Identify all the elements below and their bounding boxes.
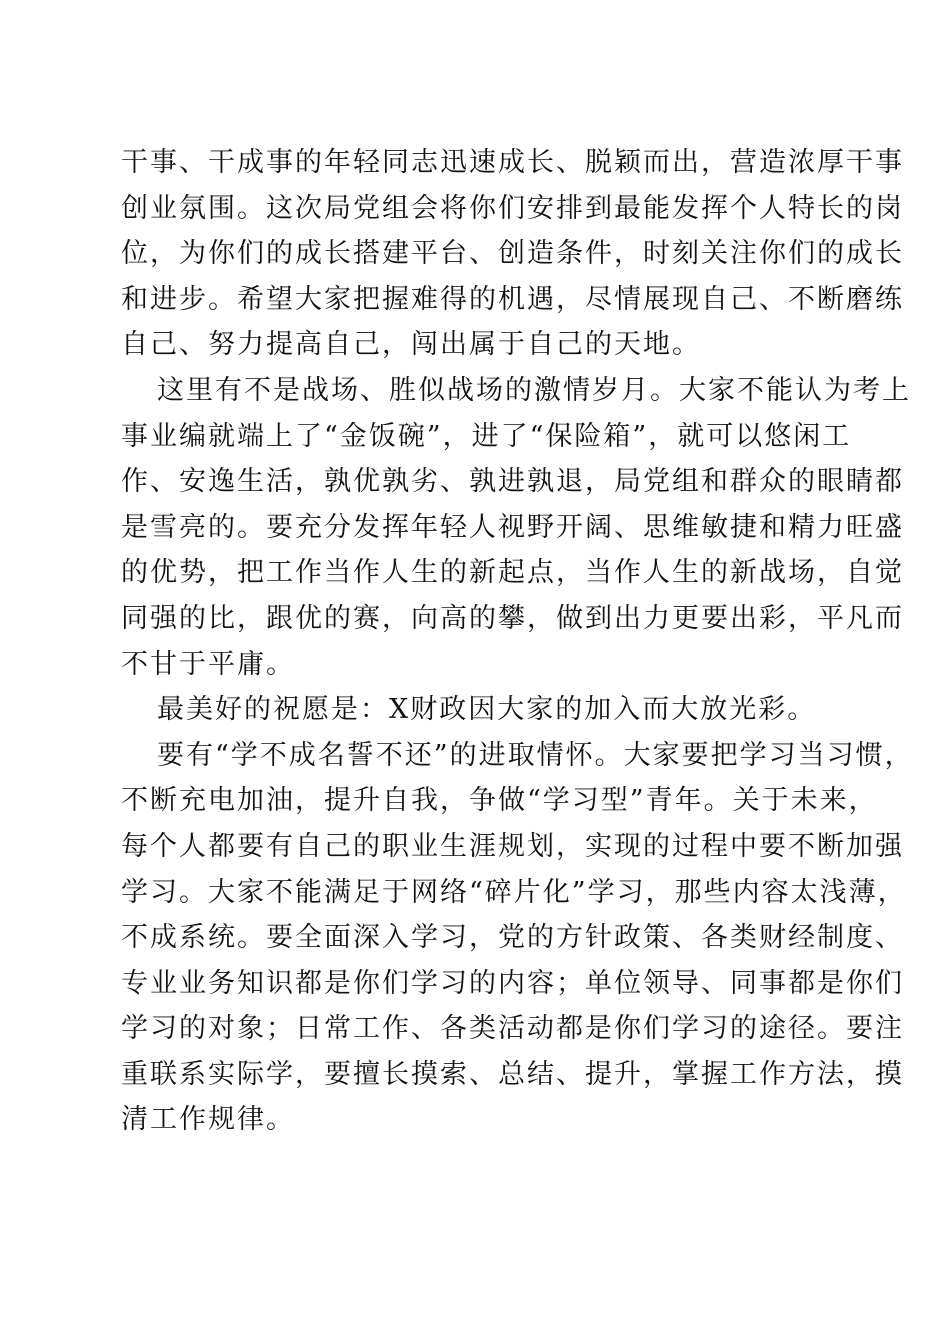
text-line: 最美好的祝愿是：X财政因大家的加入而大放光彩。 — [157, 694, 817, 726]
text-line: 不甘于平庸。 — [121, 648, 295, 680]
text-line: 专业业务知识都是你们学习的内容；单位领导、同事都是你们 — [121, 967, 904, 999]
text-line: 要有“学不成名誓不还”的进取情怀。大家要把学习当习惯， — [157, 739, 914, 771]
text-line: 和进步。希望大家把握难得的机遇，尽情展现自己、不断磨练 — [121, 283, 904, 315]
text-line: 自己、努力提高自己，闯出属于自己的天地。 — [121, 329, 701, 361]
text-line: 创业氛围。这次局党组会将你们安排到最能发挥个人特长的岗 — [121, 192, 904, 224]
text-line: 的优势，把工作当作人生的新起点，当作人生的新战场，自觉 — [121, 557, 904, 589]
text-line: 干事、干成事的年轻同志迅速成长、脱颖而出，营造浓厚干事 — [121, 147, 904, 178]
text-line: 清工作规律。 — [121, 1104, 295, 1136]
text-line: 不成系统。要全面深入学习，党的方针政策、各类财经制度、 — [121, 922, 904, 954]
text-line: 这里有不是战场、胜似战场的激情岁月。大家不能认为考上 — [157, 374, 911, 406]
text-line: 不断充电加油，提升自我，争做“学习型”青年。关于未来， — [121, 785, 878, 817]
text-line: 同强的比，跟优的赛，向高的攀，做到出力更要出彩，平凡而 — [121, 602, 904, 634]
text-line: 学习的对象；日常工作、各类活动都是你们学习的途径。要注 — [121, 1013, 904, 1045]
text-line: 每个人都要有自己的职业生涯规划，实现的过程中要不断加强 — [121, 830, 904, 862]
text-line: 是雪亮的。要充分发挥年轻人视野开阔、思维敏捷和精力旺盛 — [121, 511, 904, 543]
body-text — [121, 140, 914, 1143]
text-line: 事业编就端上了“金饭碗”，进了“保险箱”，就可以悠闲工 — [121, 420, 852, 452]
text-line: 重联系实际学，要擅长摸索、总结、提升，掌握工作方法，摸 — [121, 1058, 904, 1090]
text-line: 作、安逸生活，孰优孰劣、孰进孰退，局党组和群众的眼睛都 — [121, 466, 904, 498]
text-line: 学习。大家不能满足于网络“碎片化”学习，那些内容太浅薄， — [121, 876, 907, 908]
text-line: 位，为你们的成长搭建平台、创造条件，时刻关注你们的成长 — [121, 238, 904, 270]
